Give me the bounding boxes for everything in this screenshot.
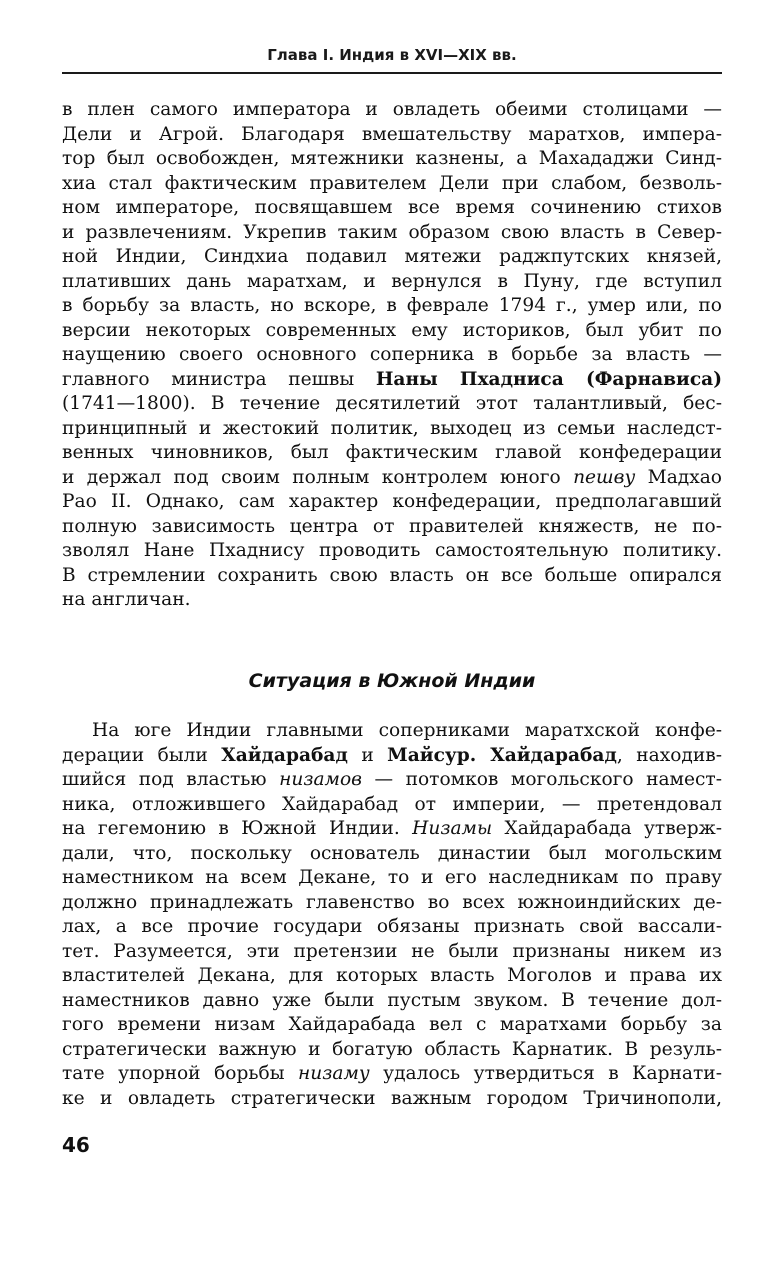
text-line <box>62 866 722 891</box>
text-line <box>62 768 722 793</box>
text-segment: должно принадлежать главенство во всех южноиндийских де- <box>62 891 722 913</box>
text-line <box>62 989 722 1014</box>
text-line <box>62 964 722 989</box>
text-line <box>62 817 722 842</box>
text-line <box>62 368 722 393</box>
text-line <box>62 1062 722 1087</box>
text-segment: плативших дань маратхам, и вернулся в Пуну, где вступил <box>62 270 722 292</box>
text-segment: Мадхао <box>635 466 722 488</box>
text-segment: На юге Индии главными соперниками маратхской конфе- <box>92 720 722 741</box>
text-segment: тет. Разумеется, эти претензии не были признаны никем из <box>62 940 722 962</box>
text-line <box>62 270 722 295</box>
text-line <box>62 172 722 197</box>
text-line <box>62 319 722 344</box>
text-segment: Рао II. Однако, сам характер конфедерации, предполагавший <box>62 491 722 512</box>
text-segment: дали, что, поскольку основатель династии был могольским <box>62 842 722 864</box>
text-segment: Дели и Агрой. Благодаря вмешательству маратхов, импера- <box>62 123 722 145</box>
text-line <box>62 441 722 466</box>
text-segment: версии некоторых современных ему историков, был убит по <box>62 319 722 341</box>
text-line <box>62 123 722 148</box>
text-line <box>62 294 722 319</box>
text-line <box>62 98 722 123</box>
text-segment: , находив- <box>616 744 722 766</box>
text-segment: тате упорной борьбы <box>62 1063 298 1084</box>
text-segment: в борьбу за власть, но вскоре, в феврале 1794 г., умер или, по <box>62 295 722 316</box>
text-line <box>62 417 722 442</box>
text-line <box>62 221 722 246</box>
text-segment: дерации были <box>62 744 222 766</box>
text-segment: и развлечениям. Укрепив таким образом свою власть в Север- <box>62 221 722 243</box>
section-title: Ситуация в Южной Индии <box>248 670 536 692</box>
text-line <box>62 392 722 417</box>
text-line <box>62 490 722 515</box>
text-line <box>62 842 722 867</box>
text-segment: принципный и жестокий политик, выходец из семьи наследст- <box>62 417 722 439</box>
text-segment: главного министра пешвы <box>62 368 376 390</box>
text-segment: и <box>347 744 388 766</box>
text-line <box>62 719 722 744</box>
text-segment: наместников давно уже были пустым звуком. В течение дол- <box>62 989 722 1011</box>
bold-term: Наны Пхаднисa (Фарнависа) <box>375 368 722 390</box>
text-line <box>62 1087 722 1112</box>
text-segment: шийся под властью <box>62 769 280 790</box>
text-segment: В стремлении сохранить свою власть он все больше опирался <box>62 564 722 586</box>
text-segment: лах, а все прочие государи обязаны признать свой вассали- <box>62 916 722 937</box>
text-segment: ном императоре, посвящавшем все время сочинению стихов <box>62 197 722 218</box>
text-segment: тор был освобожден, мятежники казнены, а Махададжи Синд- <box>62 148 722 169</box>
text-line <box>62 891 722 916</box>
text-segment: полную зависимость центра от правителей княжеств, не по- <box>62 515 722 537</box>
text-segment: зволял Нане Пхаднису проводить самостоятельную политику. <box>62 540 722 561</box>
text-line <box>62 245 722 270</box>
text-line <box>62 564 722 589</box>
text-line <box>62 793 722 818</box>
text-line <box>62 343 722 368</box>
text-line <box>62 539 722 564</box>
running-head: Глава I. Индия в XVI—XIX вв. <box>267 46 517 64</box>
text-segment: ке и овладеть стратегически важным городом Тричинополи, <box>62 1087 722 1109</box>
text-line <box>62 588 722 613</box>
text-line <box>62 147 722 172</box>
text-segment: наущению своего основного соперника в борьбе за власть — <box>62 344 722 365</box>
text-line <box>62 515 722 540</box>
text-line <box>62 1013 722 1038</box>
text-segment: ной Индии, Синдхиа подавил мятежи раджпутских князей, <box>62 246 722 267</box>
italic-term: низаму <box>298 1063 370 1084</box>
text-segment: — потомков могольского намест- <box>362 769 723 790</box>
italic-term: пешву <box>573 466 636 488</box>
text-segment: хиа стал фактическим правителем Дели при слабом, безволь- <box>62 172 722 194</box>
text-segment: в плен самого императора и овладеть обеими столицами — <box>62 99 722 120</box>
text-segment: ника, отложившего Хайдарабад от империи, — претендовал <box>62 793 722 815</box>
text-segment: наместником на всем Декане, то и его наследникам по праву <box>62 867 722 888</box>
text-line <box>62 940 722 965</box>
text-segment: стратегически важную и богатую область Карнатик. В резуль- <box>62 1038 722 1060</box>
text-segment: (1741—1800). В течение десятилетий этот талантливый, бес- <box>62 393 722 414</box>
text-line <box>62 1038 722 1063</box>
page-number: 46 <box>62 1133 90 1157</box>
paragraph-1 <box>62 98 722 613</box>
text-segment: Хайдарабада утверж- <box>492 818 722 839</box>
text-segment: на англичан. <box>62 589 191 610</box>
paragraph-2 <box>62 719 722 1111</box>
text-line <box>62 915 722 940</box>
text-segment: на гегемонию в Южной Индии. <box>62 818 413 839</box>
text-segment: удалось утвердиться в Карнати- <box>369 1063 722 1084</box>
text-segment: венных чиновников, был фактическим главой конфедерации <box>62 442 722 463</box>
text-segment: властителей Декана, для которых власть Моголов и права их <box>62 965 722 986</box>
italic-term: Низамы <box>412 818 493 839</box>
italic-term: низамов <box>279 769 362 790</box>
header-rule <box>62 72 722 74</box>
text-segment: и держал под своим полным контролем юного <box>62 466 574 488</box>
text-line <box>62 196 722 221</box>
text-line <box>62 744 722 769</box>
bold-term: Хайдарабад <box>221 744 348 766</box>
text-segment: гого времени низам Хайдарабада вел с маратхами борьбу за <box>62 1014 722 1035</box>
bold-term: Майсур. Хайдарабад <box>387 744 617 766</box>
text-line <box>62 466 722 491</box>
